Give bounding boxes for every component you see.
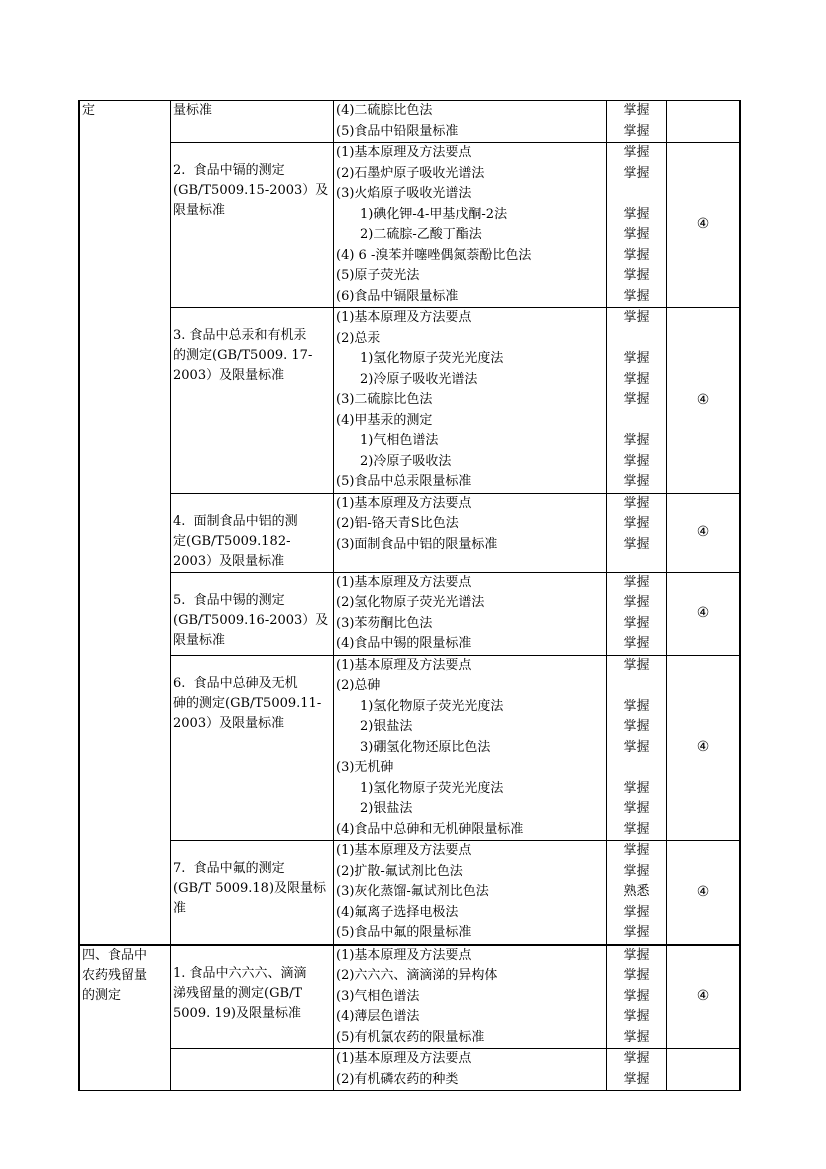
table-row	[79, 493, 740, 572]
method-cell	[334, 572, 607, 655]
method-item: 1)氢化物原子荧光光度法	[360, 351, 504, 366]
mastery-level: 掌握	[623, 843, 650, 858]
exam-outline-table	[78, 100, 741, 1091]
method-item: (3)无机砷	[336, 760, 394, 775]
method-item: 2)冷原子吸收法	[360, 453, 452, 469]
method-item: (5)食品中总汞限量标准	[336, 474, 472, 489]
topic-text: 3. 食品中总汞和有机汞 的测定(GB/T5009. 17- 2003）及限量标准	[173, 328, 313, 383]
table-row	[79, 945, 740, 1049]
method-item: (2)石墨炉原子吸收光谱法	[336, 165, 485, 181]
mastery-level: 掌握	[623, 288, 650, 304]
topic-text: 5. 食品中锡的测定 (GB/T5009.16-2003）及 限量标准	[173, 592, 329, 648]
method-item: (5)食品中铅限量标准	[336, 123, 459, 139]
circled-four-mark: ④	[696, 604, 710, 621]
method-item: 1)气相色谱法	[360, 433, 439, 448]
category-cell	[79, 101, 171, 945]
mastery-level: 掌握	[623, 123, 650, 139]
method-item: 3)硼氢化物还原比色法	[360, 739, 491, 755]
mastery-level: 熟悉	[623, 884, 650, 899]
level-cell	[607, 841, 667, 945]
method-item: 2)冷原子吸收光谱法	[360, 371, 478, 387]
topic-cell	[171, 1049, 334, 1091]
category-text: 定	[82, 103, 96, 118]
method-item: (2)总汞	[336, 330, 381, 346]
method-item: (4)薄层色谱法	[336, 1009, 420, 1024]
mastery-level	[609, 676, 664, 697]
method-item: (4)食品中锡的限量标准	[336, 636, 472, 651]
mastery-level: 掌握	[623, 268, 650, 283]
mastery-level: 掌握	[623, 615, 650, 631]
topic-text: 7. 食品中氟的测定 (GB/T 5009.18)及限量标 准	[173, 861, 327, 916]
circled-four-mark: ④	[696, 216, 710, 233]
table-row	[79, 655, 740, 841]
mastery-level: 掌握	[623, 988, 650, 1004]
method-item: 1)氢化物原子荧光光度法	[360, 698, 504, 714]
method-item: (3)灰化蒸馏-氟试剂比色法	[336, 884, 489, 899]
mastery-level: 掌握	[623, 801, 650, 816]
method-item: (2)铝-铬天青S比色法	[336, 516, 459, 531]
method-item: (1)基本原理及方法要点	[336, 657, 472, 673]
method-item: (2)扩散-氟试剂比色法	[336, 863, 463, 879]
mastery-level: 掌握	[623, 1071, 650, 1087]
topic-text: 6. 食品中总砷及无机 砷的测定(GB/T5009.11- 2003）及限量标准	[173, 675, 322, 731]
mastery-level: 掌握	[623, 453, 650, 469]
method-cell	[334, 841, 607, 945]
mastery-level: 掌握	[623, 516, 650, 531]
topic-cell	[171, 101, 334, 143]
mastery-level: 掌握	[623, 371, 650, 387]
mastery-level: 掌握	[623, 968, 650, 983]
method-item: (2)氢化物原子荧光光谱法	[336, 595, 485, 610]
table-row	[79, 841, 740, 945]
method-item: (3)苯芴酮比色法	[336, 615, 433, 631]
mastery-level: 掌握	[623, 595, 650, 610]
mastery-level: 掌握	[623, 1051, 650, 1066]
table-row	[79, 1049, 740, 1091]
mastery-level: 掌握	[623, 657, 650, 673]
mastery-level: 掌握	[623, 206, 650, 222]
mastery-level: 掌握	[623, 310, 650, 325]
method-item: (4)氟离子选择电极法	[336, 904, 459, 920]
circled-four-mark: ④	[696, 391, 710, 408]
mark-cell	[667, 572, 741, 655]
topic-cell	[171, 841, 334, 945]
level-cell	[607, 945, 667, 1049]
method-item: 2)二硫腙-乙酸丁酯法	[360, 227, 482, 242]
topic-cell	[171, 655, 334, 841]
mark-cell	[667, 841, 741, 945]
table-row	[79, 143, 740, 308]
method-item: (4)食品中总砷和无机砷限量标准	[336, 821, 524, 837]
mastery-level: 掌握	[623, 698, 650, 714]
method-cell	[334, 308, 607, 494]
topic-text: 1. 食品中六六六、滴滴 涕残留量的测定(GB/T 5009. 19)及限量标准	[173, 965, 307, 1021]
method-cell	[334, 493, 607, 572]
table-row	[79, 572, 740, 655]
circled-four-mark: ④	[696, 883, 710, 900]
mark-cell	[667, 655, 741, 841]
method-item: (3)气相色谱法	[336, 988, 420, 1004]
method-item: (1)基本原理及方法要点	[336, 145, 472, 160]
method-item: 1)氢化物原子荧光光度法	[360, 780, 504, 796]
method-item: 2)银盐法	[360, 801, 413, 816]
mastery-level: 掌握	[623, 636, 650, 651]
mark-cell	[667, 101, 741, 143]
mastery-level: 掌握	[623, 1009, 650, 1024]
method-item: (4) 6 -溴苯并噻唑偶氮萘酚比色法	[336, 247, 532, 263]
circled-four-mark: ④	[696, 988, 710, 1004]
topic-cell	[171, 143, 334, 308]
level-cell	[607, 101, 667, 143]
method-cell	[334, 1049, 607, 1091]
level-cell	[607, 308, 667, 494]
method-item: (3)二硫腙比色法	[336, 392, 433, 407]
topic-cell	[171, 493, 334, 572]
circled-four-mark: ④	[696, 739, 710, 755]
method-item: (1)基本原理及方法要点	[336, 947, 472, 963]
mastery-level	[609, 411, 664, 432]
mastery-level: 掌握	[623, 1029, 650, 1045]
mastery-level: 掌握	[623, 863, 650, 879]
level-cell	[607, 1049, 667, 1091]
method-cell	[334, 143, 607, 308]
mastery-level: 掌握	[623, 739, 650, 755]
method-item: (1)基本原理及方法要点	[336, 574, 472, 590]
topic-text: 量标准	[173, 103, 213, 118]
mastery-level: 掌握	[623, 145, 650, 160]
method-item: (3)面制食品中铝的限量标准	[336, 536, 498, 552]
mark-cell	[667, 143, 741, 308]
method-item: (6)食品中镉限量标准	[336, 288, 459, 304]
method-item: (1)基本原理及方法要点	[336, 310, 472, 325]
level-cell	[607, 143, 667, 308]
method-item: (1)基本原理及方法要点	[336, 1051, 472, 1066]
method-cell	[334, 945, 607, 1049]
category-text: 四、食品中 农药残留量 的测定	[82, 947, 148, 1003]
method-item: (1)基本原理及方法要点	[336, 495, 472, 511]
method-item: (2)六六六、滴滴涕的异构体	[336, 968, 498, 983]
mastery-level: 掌握	[623, 227, 650, 242]
topic-text: 2. 食品中镉的测定 (GB/T5009.15-2003）及 限量标准	[173, 163, 329, 218]
method-item: (1)基本原理及方法要点	[336, 843, 472, 858]
mastery-level: 掌握	[623, 536, 650, 552]
method-cell	[334, 655, 607, 841]
mastery-level: 掌握	[623, 780, 650, 796]
method-cell	[334, 101, 607, 143]
mastery-level: 掌握	[623, 474, 650, 489]
mastery-level: 掌握	[623, 904, 650, 920]
mark-cell	[667, 493, 741, 572]
level-cell	[607, 655, 667, 841]
mastery-level: 掌握	[623, 947, 650, 963]
topic-cell	[171, 572, 334, 655]
table-row	[79, 308, 740, 494]
mastery-level: 掌握	[623, 495, 650, 511]
mastery-level: 掌握	[623, 392, 650, 407]
table-row	[79, 101, 740, 143]
level-cell	[607, 572, 667, 655]
outline-table-frame	[78, 100, 723, 1087]
category-cell	[79, 945, 171, 1091]
method-item: (3)火焰原子吸收光谱法	[336, 186, 472, 201]
method-item: (5)原子荧光法	[336, 268, 420, 283]
mark-cell	[667, 945, 741, 1049]
mastery-level: 掌握	[623, 351, 650, 366]
mastery-level: 掌握	[623, 247, 650, 263]
mastery-level: 掌握	[623, 821, 650, 837]
method-item: (2)有机磷农药的种类	[336, 1071, 459, 1087]
mark-cell	[667, 1049, 741, 1091]
mastery-level	[609, 758, 664, 779]
method-item: (5)食品中氟的限量标准	[336, 925, 472, 940]
circled-four-mark: ④	[696, 523, 710, 540]
mastery-level: 掌握	[623, 719, 650, 734]
level-cell	[607, 493, 667, 572]
method-item: (2)总砷	[336, 678, 381, 693]
topic-text: 4. 面制食品中铝的测 定(GB/T5009.182- 2003）及限量标准	[173, 513, 298, 569]
mastery-level: 掌握	[623, 165, 650, 181]
method-item: 1)碘化钾-4-甲基戊酮-2法	[360, 206, 508, 222]
method-item: (5)有机氯农药的限量标准	[336, 1029, 485, 1045]
method-item: (4)二硫腙比色法	[336, 103, 433, 118]
mastery-level: 掌握	[623, 103, 650, 118]
mastery-level	[609, 184, 664, 205]
mastery-level: 掌握	[623, 433, 650, 448]
method-item: 2)银盐法	[360, 719, 413, 734]
mastery-level: 掌握	[623, 574, 650, 590]
mastery-level	[609, 329, 664, 350]
mastery-level: 掌握	[623, 925, 650, 940]
topic-cell	[171, 945, 334, 1049]
method-item: (4)甲基汞的测定	[336, 412, 433, 428]
topic-cell	[171, 308, 334, 494]
mark-cell	[667, 308, 741, 494]
